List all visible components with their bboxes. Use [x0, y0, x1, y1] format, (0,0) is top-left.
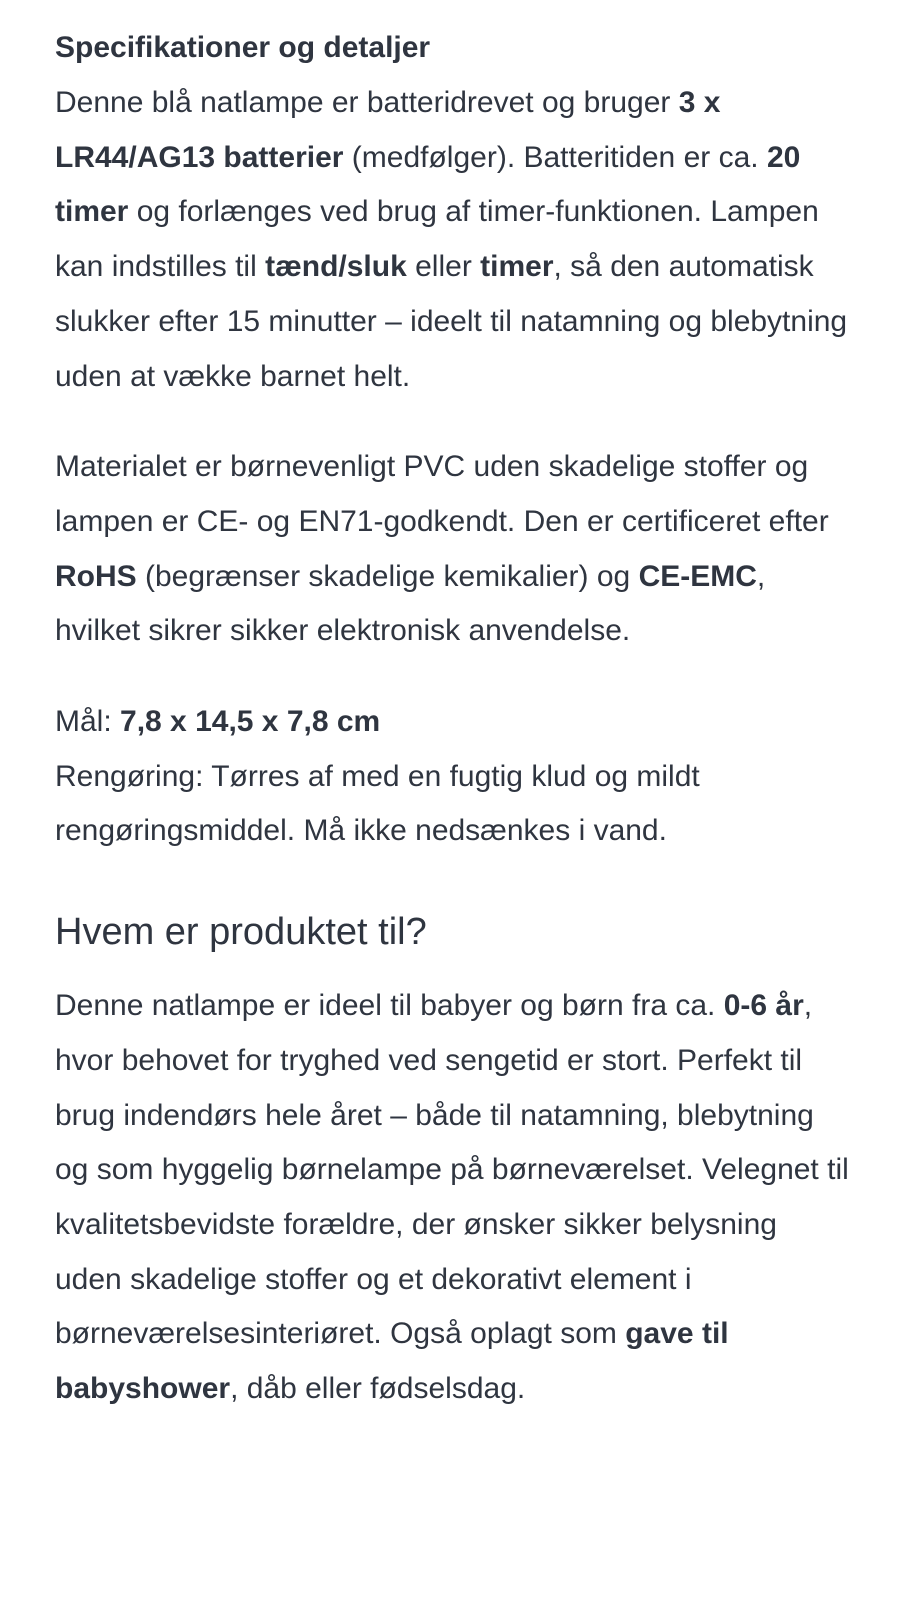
text-span: , hvilket sikrer sikker elektronisk anvendelse. — [55, 559, 766, 648]
text-span: Denne blå natlampe er batteridrevet og bruger — [55, 86, 679, 119]
material-paragraph — [55, 440, 849, 659]
dimensions-label: Mål: — [55, 705, 121, 739]
audience-heading: Hvem er produktet til? — [55, 911, 427, 954]
spec-heading: Specifikationer og detaljer — [55, 31, 431, 64]
age-range: 0-6 år — [723, 989, 804, 1023]
cleaning-paragraph: Rengøring: Tørres af med en fugtig klud og mildt rengøringsmiddel. Må ikke nedsænkes i vand. — [55, 759, 700, 848]
audience-paragraph — [55, 979, 849, 1417]
text-span: , dåb eller fødselsdag. — [230, 1372, 526, 1406]
battery-life: 20 timer — [55, 140, 801, 229]
text-span: (begrænser skadelige kemikalier) og — [136, 559, 639, 593]
text-span: og forlænges ved brug af timer-funktionen. Lampen kan indstilles til — [55, 195, 819, 284]
battery-type: 3 x LR44/AG13 batterier — [55, 86, 721, 174]
text-span: Denne natlampe er ideel til babyer og børn fra ca. — [55, 989, 724, 1023]
text-span: eller — [406, 250, 481, 284]
text-span: (medfølger). Batteritiden er ca. — [343, 140, 767, 174]
text-span: Materialet er børnevenligt PVC uden skadelige stoffer og lampen er CE- og EN71-godkendt. Den er certificeret efter — [55, 450, 829, 538]
gift-occasion: gave til babyshower — [55, 1317, 729, 1406]
cert-ce-emc: CE-EMC — [638, 559, 757, 593]
text-span: , hvor behovet for tryghed ved sengetid er stort. Perfekt til brug indendørs hele året – både til natamning, blebytning og som hyggelig børnelampe på børneværelset. Velegnet til kvalitetsbevidste forældre, der ønsker sikker belysning uden skadelige stoffer og et dekorativt element i børneværelsesinteriøret. Også oplagt som — [55, 989, 849, 1351]
dimensions-value: 7,8 x 14,5 x 7,8 cm — [120, 705, 381, 739]
cert-rohs: RoHS — [55, 559, 137, 593]
dimensions-line — [55, 695, 849, 750]
text-span: , så den automatisk slukker efter 15 minutter – ideelt til natamning og blebytning uden at vække barnet helt. — [55, 250, 848, 393]
mode-timer: timer — [480, 250, 554, 284]
mode-on-off: tænd/sluk — [265, 250, 407, 284]
battery-paragraph — [55, 76, 849, 404]
